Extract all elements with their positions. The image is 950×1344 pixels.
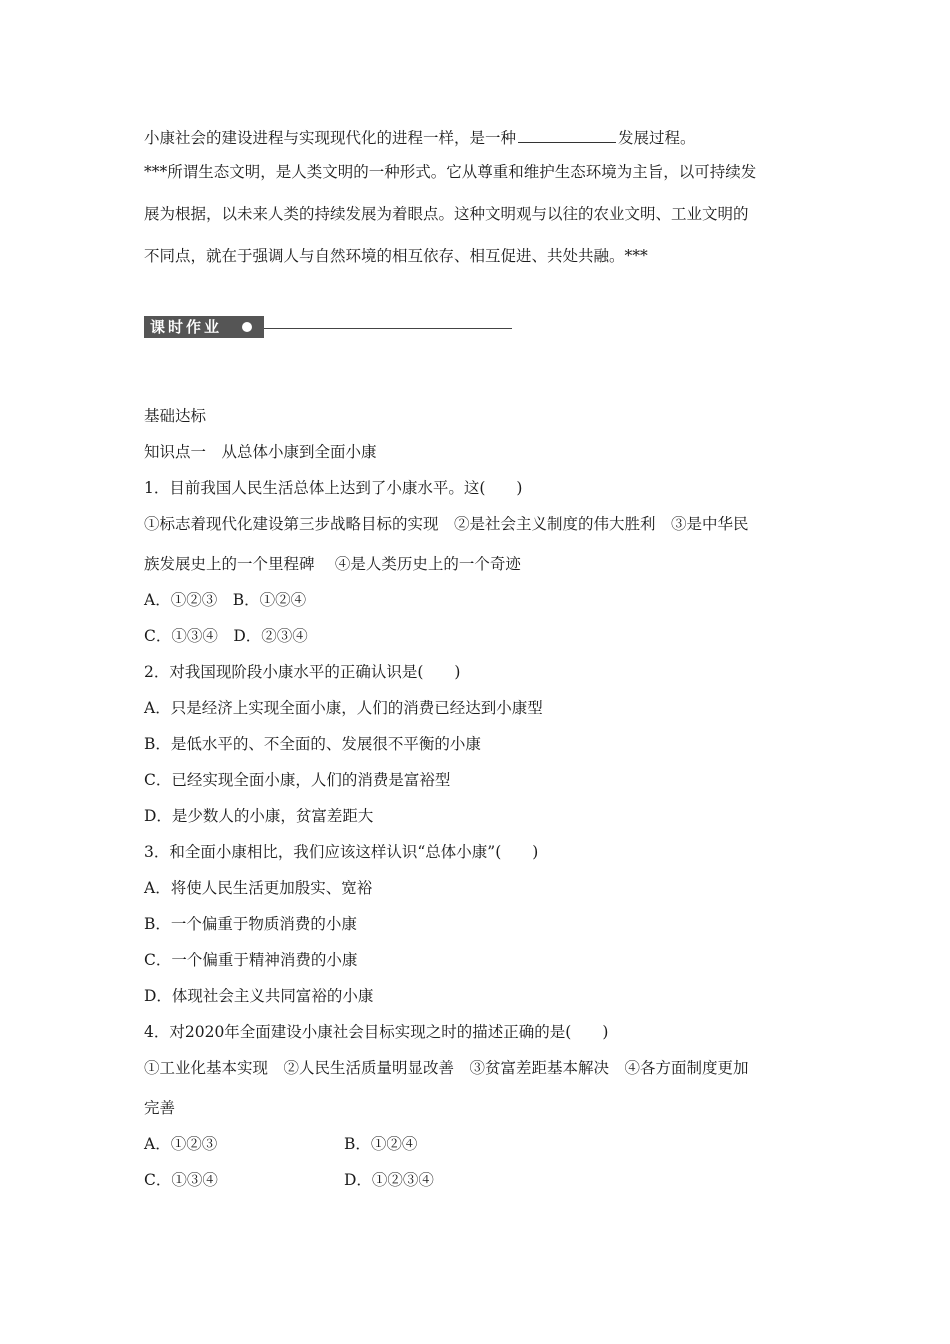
homework-banner: 课时作业: [144, 316, 264, 338]
fill-in-blank[interactable]: [518, 128, 616, 143]
question-2-option-d: D．是少数人的小康，贫富差距大: [144, 807, 374, 825]
intro-text-after-blank: 发展过程。: [618, 129, 696, 147]
question-4-items-line-2: 完善: [144, 1099, 176, 1117]
intro-line-1: [144, 128, 696, 148]
note-line-2: 展为根据，以未来人类的持续发展为着眼点。这种文明观与以往的农业文明、工业文明的: [144, 205, 749, 223]
intro-text-before-blank: 小康社会的建设进程与实现现代化的进程一样，是一种: [144, 129, 517, 147]
banner-divider: [264, 328, 512, 329]
question-4-stem: 4．对2020年全面建设小康社会目标实现之时的描述正确的是( ): [144, 1023, 609, 1041]
question-3-stem: 3．和全面小康相比，我们应该这样认识“总体小康”( ): [144, 843, 539, 861]
question-4-items-line-1: ①工业化基本实现 ②人民生活质量明显改善 ③贫富差距基本解决 ④各方面制度更加: [144, 1059, 749, 1077]
question-3-option-c: C．一个偏重于精神消费的小康: [144, 951, 358, 969]
question-4-option-c: C．①③④: [144, 1171, 218, 1189]
question-3-option-b: B．一个偏重于物质消费的小康: [144, 915, 357, 933]
question-3-option-a: A．将使人民生活更加殷实、宽裕: [144, 879, 373, 897]
question-1-items-line-1: ①标志着现代化建设第三步战略目标的实现 ②是社会主义制度的伟大胜利 ③是中华民: [144, 515, 749, 533]
note-line-1: ***所谓生态文明，是人类文明的一种形式。它从尊重和维护生态环境为主旨，以可持续发: [144, 163, 757, 181]
note-line-3: 不同点，就在于强调人与自然环境的相互依存、相互促进、共处共融。***: [144, 247, 648, 265]
question-4-option-d: D．①②③④: [344, 1171, 434, 1189]
banner-dot-icon: [242, 322, 252, 332]
question-2-option-b: B．是低水平的、不全面的、发展很不平衡的小康: [144, 735, 481, 753]
question-1-stem: 1．目前我国人民生活总体上达到了小康水平。这( ): [144, 479, 523, 497]
question-4-options-row-1: [144, 1134, 217, 1154]
question-1-items-line-2: 族发展史上的一个里程碑 ④是人类历史上的一个奇迹: [144, 555, 521, 573]
knowledge-point-heading: 知识点一 从总体小康到全面小康: [144, 443, 377, 461]
question-2-option-c: C．已经实现全面小康，人们的消费是富裕型: [144, 771, 451, 789]
question-1-options-ab: A．①②③ B．①②④: [144, 591, 307, 609]
question-1-options-cd: C．①③④ D．②③④: [144, 627, 308, 645]
question-4-option-b: B．①②④: [344, 1135, 418, 1153]
question-4-option-a: A．①②③: [144, 1135, 218, 1153]
question-2-stem: 2．对我国现阶段小康水平的正确认识是( ): [144, 663, 461, 681]
question-4-options-row-2: [144, 1170, 218, 1190]
question-2-option-a: A．只是经济上实现全面小康，人们的消费已经达到小康型: [144, 699, 543, 717]
section-heading: 基础达标: [144, 407, 207, 425]
question-3-option-d: D．体现社会主义共同富裕的小康: [144, 987, 374, 1005]
